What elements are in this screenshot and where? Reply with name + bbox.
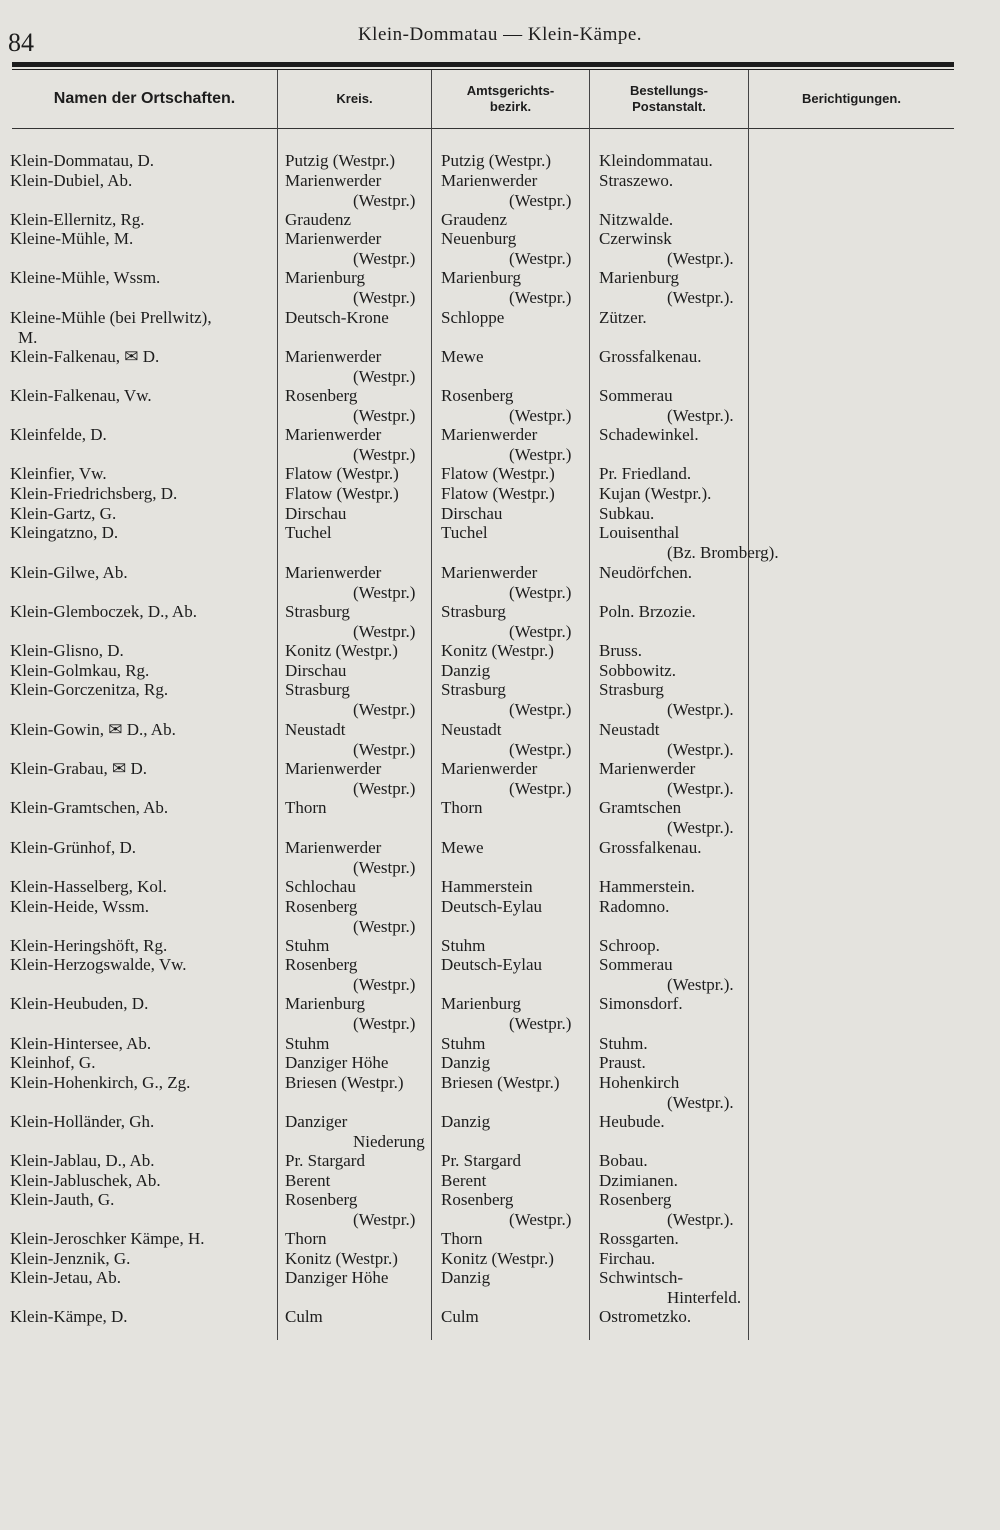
postanstalt-cell: Louisenthal (Bz. Bromberg). bbox=[599, 523, 779, 562]
amtsgericht-cell: Rosenberg (Westpr.) bbox=[441, 1190, 572, 1229]
amtsgericht-cell: Danzig bbox=[441, 1268, 491, 1287]
place-name: Kleingatzno, D. bbox=[10, 523, 119, 542]
amtsgericht-cell: Konitz (Westpr.) bbox=[441, 641, 554, 660]
amtsgericht-cell: Danzig bbox=[441, 1112, 491, 1131]
kreis-cell: Strasburg (Westpr.) bbox=[285, 602, 416, 641]
amtsgericht-cell: Marienwerder (Westpr.) bbox=[441, 563, 572, 602]
kreis-cell: Strasburg (Westpr.) bbox=[285, 680, 416, 719]
place-name: Klein-Gartz, G. bbox=[10, 504, 117, 523]
postanstalt-cell: Schwintsch- Hinterfeld. bbox=[599, 1268, 742, 1307]
amtsgericht-cell: Neustadt (Westpr.) bbox=[441, 720, 572, 759]
place-name: Klein-Jeroschker Kämpe, H. bbox=[10, 1229, 205, 1248]
place-name: Kleine-Mühle, M. bbox=[10, 229, 134, 248]
postanstalt-cell: Rosenberg (Westpr.). bbox=[599, 1190, 734, 1229]
column-divider bbox=[277, 70, 278, 1340]
kreis-cell: Marienburg (Westpr.) bbox=[285, 994, 416, 1033]
kreis-cell: Putzig (Westpr.) bbox=[285, 151, 396, 170]
kreis-cell: Marienwerder (Westpr.) bbox=[285, 838, 416, 877]
amtsgericht-cell: Thorn bbox=[441, 1229, 483, 1248]
kreis-cell: Stuhm bbox=[285, 1034, 330, 1053]
postanstalt-cell: Sommerau (Westpr.). bbox=[599, 955, 734, 994]
place-name: Klein-Gilwe, Ab. bbox=[10, 563, 128, 582]
amtsgericht-cell: Mewe bbox=[441, 838, 484, 857]
kreis-cell: Berent bbox=[285, 1171, 331, 1190]
kreis-cell: Marienburg (Westpr.) bbox=[285, 268, 416, 307]
place-name: Klein-Dommatau, D. bbox=[10, 151, 154, 170]
postanstalt-cell: Poln. Brzozie. bbox=[599, 602, 696, 621]
amtsgericht-cell: Hammerstein bbox=[441, 877, 533, 896]
header-rule-thick bbox=[12, 62, 954, 67]
kreis-cell: Marienwerder (Westpr.) bbox=[285, 563, 416, 602]
amtsgericht-cell: Strasburg (Westpr.) bbox=[441, 680, 572, 719]
amtsgericht-cell: Marienwerder (Westpr.) bbox=[441, 171, 572, 210]
kreis-cell: Danziger Höhe bbox=[285, 1268, 389, 1287]
place-name: Klein-Heubuden, D. bbox=[10, 994, 149, 1013]
place-name: Klein-Hasselberg, Kol. bbox=[10, 877, 167, 896]
place-name: Klein-Jabluschek, Ab. bbox=[10, 1171, 161, 1190]
kreis-cell: Rosenberg (Westpr.) bbox=[285, 897, 416, 936]
amtsgericht-cell: Marienwerder (Westpr.) bbox=[441, 759, 572, 798]
place-name: Klein-Holländer, Gh. bbox=[10, 1112, 155, 1131]
place-name: Klein-Hintersee, Ab. bbox=[10, 1034, 152, 1053]
kreis-cell: Thorn bbox=[285, 798, 327, 817]
place-name: Klein-Hohenkirch, G., Zg. bbox=[10, 1073, 191, 1092]
kreis-cell: Marienwerder (Westpr.) bbox=[285, 759, 416, 798]
page-number: 84 bbox=[8, 28, 34, 57]
place-name: Klein-Golmkau, Rg. bbox=[10, 661, 150, 680]
amtsgericht-cell: Stuhm bbox=[441, 936, 486, 955]
postanstalt-cell: Grossfalkenau. bbox=[599, 347, 702, 366]
postanstalt-cell: Pr. Friedland. bbox=[599, 464, 692, 483]
postanstalt-cell: Sommerau (Westpr.). bbox=[599, 386, 734, 425]
amtsgericht-cell: Graudenz bbox=[441, 210, 508, 229]
place-name: Klein-Heide, Wssm. bbox=[10, 897, 149, 916]
postanstalt-cell: Dzimianen. bbox=[599, 1171, 678, 1190]
amtsgericht-cell: Berent bbox=[441, 1171, 487, 1190]
kreis-cell: Marienwerder (Westpr.) bbox=[285, 425, 416, 464]
amtsgericht-cell: Putzig (Westpr.) bbox=[441, 151, 552, 170]
place-name: Kleine-Mühle, Wssm. bbox=[10, 268, 161, 287]
amtsgericht-cell: Neuenburg (Westpr.) bbox=[441, 229, 572, 268]
kreis-cell: Stuhm bbox=[285, 936, 330, 955]
postanstalt-cell: Gramtschen (Westpr.). bbox=[599, 798, 734, 837]
place-name: Klein-Jablau, D., Ab. bbox=[10, 1151, 155, 1170]
postanstalt-cell: Kleindommatau. bbox=[599, 151, 713, 170]
amtsgericht-cell: Deutsch-Eylau bbox=[441, 897, 543, 916]
kreis-cell: Graudenz bbox=[285, 210, 352, 229]
amtsgericht-cell: Flatow (Westpr.) bbox=[441, 464, 555, 483]
amtsgericht-cell: Pr. Stargard bbox=[441, 1151, 521, 1170]
place-name: Kleine-Mühle (bei Prellwitz), M. bbox=[10, 308, 212, 347]
place-name: Klein-Ellernitz, Rg. bbox=[10, 210, 145, 229]
header-kreis: Kreis. bbox=[336, 91, 373, 106]
amtsgericht-cell: Mewe bbox=[441, 347, 484, 366]
postanstalt-cell: Radomno. bbox=[599, 897, 670, 916]
kreis-cell: Rosenberg (Westpr.) bbox=[285, 955, 416, 994]
kreis-cell: Dirschau bbox=[285, 661, 347, 680]
kreis-cell: Konitz (Westpr.) bbox=[285, 1249, 398, 1268]
kreis-cell: Flatow (Westpr.) bbox=[285, 484, 399, 503]
postanstalt-cell: Kujan (Westpr.). bbox=[599, 484, 712, 503]
kreis-cell: Neustadt (Westpr.) bbox=[285, 720, 416, 759]
kreis-cell: Rosenberg (Westpr.) bbox=[285, 386, 416, 425]
postanstalt-cell: Zützer. bbox=[599, 308, 647, 327]
postanstalt-cell: Neudörfchen. bbox=[599, 563, 692, 582]
postanstalt-cell: Nitzwalde. bbox=[599, 210, 674, 229]
postanstalt-cell: Praust. bbox=[599, 1053, 646, 1072]
postanstalt-cell: Firchau. bbox=[599, 1249, 656, 1268]
place-name: Klein-Glemboczek, D., Ab. bbox=[10, 602, 197, 621]
kreis-cell: Culm bbox=[285, 1307, 323, 1326]
postanstalt-cell: Grossfalkenau. bbox=[599, 838, 702, 857]
amtsgericht-cell: Deutsch-Eylau bbox=[441, 955, 543, 974]
postanstalt-cell: Rossgarten. bbox=[599, 1229, 679, 1248]
amtsgericht-cell: Schloppe bbox=[441, 308, 505, 327]
postanstalt-cell: Schroop. bbox=[599, 936, 660, 955]
amtsgericht-cell: Stuhm bbox=[441, 1034, 486, 1053]
place-name: Klein-Falkenau, ✉ D. bbox=[10, 347, 160, 366]
amtsgericht-cell: Marienburg (Westpr.) bbox=[441, 994, 572, 1033]
place-name: Klein-Jetau, Ab. bbox=[10, 1268, 121, 1287]
amtsgericht-cell: Strasburg (Westpr.) bbox=[441, 602, 572, 641]
kreis-cell: Pr. Stargard bbox=[285, 1151, 365, 1170]
place-name: Klein-Falkenau, Vw. bbox=[10, 386, 152, 405]
place-name: Kleinhof, G. bbox=[10, 1053, 96, 1072]
postanstalt-cell: Hammerstein. bbox=[599, 877, 695, 896]
place-name: Klein-Grabau, ✉ D. bbox=[10, 759, 147, 778]
postanstalt-cell: Strasburg (Westpr.). bbox=[599, 680, 734, 719]
place-name: Klein-Dubiel, Ab. bbox=[10, 171, 133, 190]
amtsgericht-cell: Rosenberg (Westpr.) bbox=[441, 386, 572, 425]
kreis-cell: Rosenberg (Westpr.) bbox=[285, 1190, 416, 1229]
amtsgericht-cell: Thorn bbox=[441, 798, 483, 817]
column-divider bbox=[431, 70, 432, 1340]
amtsgericht-cell: Danzig bbox=[441, 661, 491, 680]
kreis-cell: Deutsch-Krone bbox=[285, 308, 389, 327]
postanstalt-cell: Sobbowitz. bbox=[599, 661, 676, 680]
amtsgericht-cell: Konitz (Westpr.) bbox=[441, 1249, 554, 1268]
kreis-cell: Thorn bbox=[285, 1229, 327, 1248]
column-divider bbox=[589, 70, 590, 1340]
postanstalt-cell: Heubude. bbox=[599, 1112, 665, 1131]
kreis-cell: Dirschau bbox=[285, 504, 347, 523]
header-postanstalt: Bestellungs- Postanstalt. bbox=[629, 83, 708, 114]
postanstalt-cell: Neustadt (Westpr.). bbox=[599, 720, 734, 759]
postanstalt-cell: Czerwinsk (Westpr.). bbox=[599, 229, 734, 268]
place-name: Klein-Gowin, ✉ D., Ab. bbox=[10, 720, 176, 739]
postanstalt-cell: Marienwerder (Westpr.). bbox=[599, 759, 734, 798]
postanstalt-cell: Bruss. bbox=[599, 641, 642, 660]
place-name: Klein-Jauth, G. bbox=[10, 1190, 115, 1209]
postanstalt-cell: Straszewo. bbox=[599, 171, 674, 190]
postanstalt-cell: Ostrometzko. bbox=[599, 1307, 692, 1326]
place-name: Kleinfelde, D. bbox=[10, 425, 107, 444]
postanstalt-cell: Marienburg (Westpr.). bbox=[599, 268, 734, 307]
amtsgericht-cell: Culm bbox=[441, 1307, 479, 1326]
kreis-cell: Schlochau bbox=[285, 877, 356, 896]
running-head: Klein-Dommatau — Klein-Kämpe. bbox=[357, 24, 643, 45]
amtsgericht-cell: Marienwerder (Westpr.) bbox=[441, 425, 572, 464]
postanstalt-cell: Schadewinkel. bbox=[599, 425, 699, 444]
amtsgericht-cell: Flatow (Westpr.) bbox=[441, 484, 555, 503]
place-name: Klein-Glisno, D. bbox=[10, 641, 124, 660]
place-name: Klein-Heringshöft, Rg. bbox=[10, 936, 168, 955]
kreis-cell: Konitz (Westpr.) bbox=[285, 641, 398, 660]
place-name: Klein-Gramtschen, Ab. bbox=[10, 798, 169, 817]
column-divider bbox=[748, 70, 749, 1340]
amtsgericht-cell: Tuchel bbox=[441, 523, 488, 542]
place-name: Kleinfier, Vw. bbox=[10, 464, 107, 483]
amtsgericht-cell: Briesen (Westpr.) bbox=[441, 1073, 560, 1092]
kreis-cell: Flatow (Westpr.) bbox=[285, 464, 399, 483]
place-name: Klein-Jenznik, G. bbox=[10, 1249, 131, 1268]
kreis-cell: Marienwerder (Westpr.) bbox=[285, 347, 416, 386]
postanstalt-cell: Subkau. bbox=[599, 504, 655, 523]
amtsgericht-cell: Marienburg (Westpr.) bbox=[441, 268, 572, 307]
amtsgericht-cell: Dirschau bbox=[441, 504, 503, 523]
amtsgericht-cell: Danzig bbox=[441, 1053, 491, 1072]
place-name: Klein-Kämpe, D. bbox=[10, 1307, 128, 1326]
place-name: Klein-Friedrichsberg, D. bbox=[10, 484, 178, 503]
postanstalt-cell: Stuhm. bbox=[599, 1034, 648, 1053]
place-name: Klein-Herzogswalde, Vw. bbox=[10, 955, 187, 974]
place-name: Klein-Grünhof, D. bbox=[10, 838, 137, 857]
header-rule-bottom bbox=[12, 128, 954, 129]
postanstalt-cell: Simonsdorf. bbox=[599, 994, 683, 1013]
place-name: Klein-Gorczenitza, Rg. bbox=[10, 680, 169, 699]
kreis-cell: Danziger Höhe bbox=[285, 1053, 389, 1072]
header-berichtigungen: Berichtigungen. bbox=[802, 91, 901, 106]
kreis-cell: Marienwerder (Westpr.) bbox=[285, 171, 416, 210]
kreis-cell: Tuchel bbox=[285, 523, 332, 542]
header-amtsgericht: Amtsgerichts- bezirk. bbox=[466, 83, 555, 114]
kreis-cell: Marienwerder (Westpr.) bbox=[285, 229, 416, 268]
header-name: Namen der Ortschaften. bbox=[53, 90, 236, 107]
kreis-cell: Briesen (Westpr.) bbox=[285, 1073, 404, 1092]
kreis-cell: Danziger Niederung bbox=[285, 1112, 425, 1151]
postanstalt-cell: Bobau. bbox=[599, 1151, 648, 1170]
postanstalt-cell: Hohenkirch (Westpr.). bbox=[599, 1073, 734, 1112]
